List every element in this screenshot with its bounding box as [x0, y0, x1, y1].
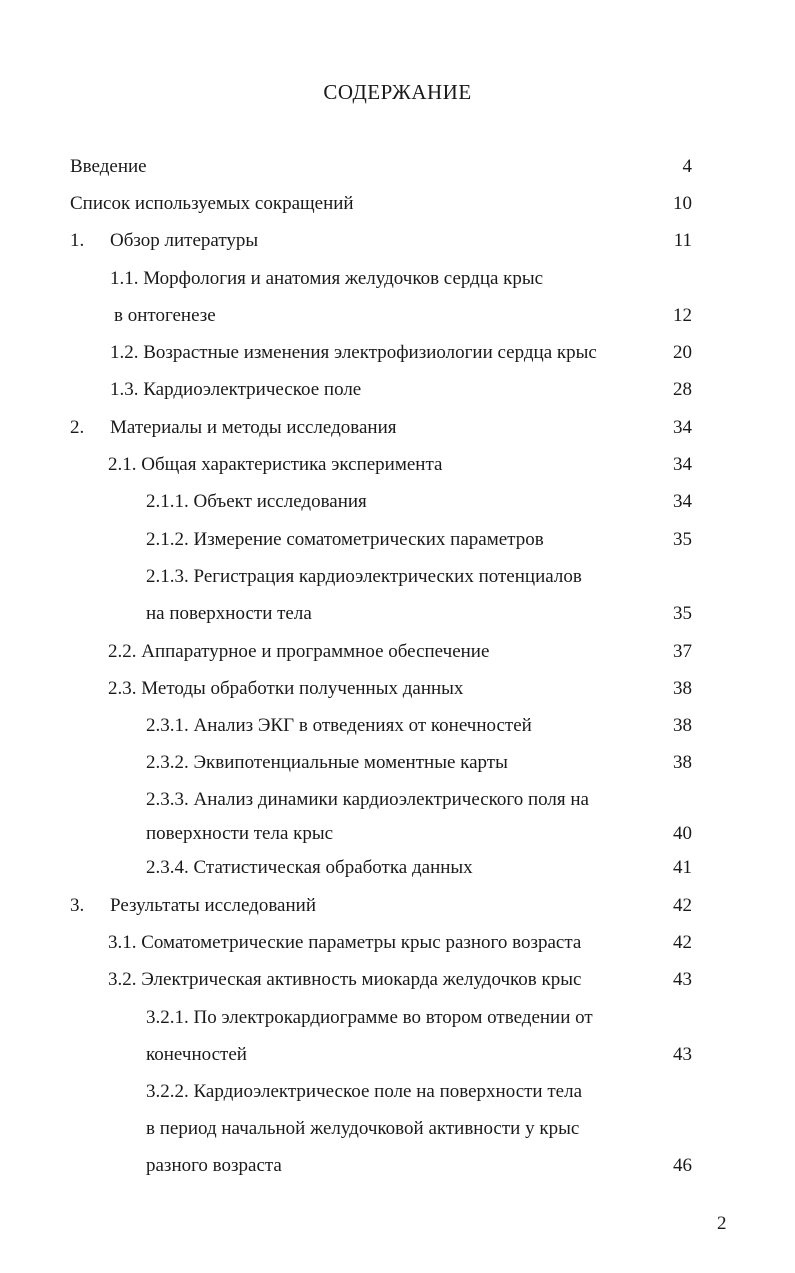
toc-page-2-3-1: 38 — [673, 715, 692, 736]
toc-page-abbreviations: 10 — [673, 193, 692, 214]
toc-entry-abbreviations: Список используемых сокращений — [70, 193, 354, 214]
toc-page-1-2: 20 — [673, 342, 692, 363]
toc-entry-1-1-cont: в онтогенезе — [114, 305, 216, 326]
toc-entry-2-2: 2.2. Аппаратурное и программное обеспечение — [108, 641, 490, 662]
toc-page-2-1-1: 34 — [673, 491, 692, 512]
toc-page-2-2: 37 — [673, 641, 692, 662]
toc-page-intro: 4 — [682, 156, 692, 177]
toc-page-2-1-3: 35 — [673, 603, 692, 624]
toc-page-3-2-1: 43 — [673, 1044, 692, 1065]
toc-entry-2-3-3-cont: поверхности тела крыс — [146, 823, 334, 844]
toc-entry-2-1-3: 2.1.3. Регистрация кардиоэлектрических потенциалов — [146, 566, 582, 587]
toc-page-2-1: 34 — [673, 454, 692, 475]
toc-entry-3-1: 3.1. Соматометрические параметры крыс разного возраста — [108, 932, 582, 953]
toc-entry-2-3-1: 2.3.1. Анализ ЭКГ в отведениях от конечностей — [146, 715, 532, 736]
toc-page-2-1-2: 35 — [673, 529, 692, 550]
toc-page-3-2: 43 — [673, 969, 692, 990]
toc-entry-1-1: 1.1. Морфология и анатомия желудочков сердца крыс — [110, 268, 544, 289]
toc-chapter-number: 1. — [70, 230, 85, 251]
toc-page-3-2-2: 46 — [673, 1155, 692, 1176]
toc-entry-2-1-1: 2.1.1. Объект исследования — [146, 491, 367, 512]
toc-entry-2-3: 2.3. Методы обработки полученных данных — [108, 678, 464, 699]
page-number: 2 — [717, 1213, 727, 1234]
toc-entry-chapter-3: Результаты исследований — [110, 895, 316, 916]
toc-page-3-1: 42 — [673, 932, 692, 953]
toc-chapter-number: 2. — [70, 417, 85, 438]
toc-entry-3-2-1-cont: конечностей — [146, 1044, 247, 1065]
toc-page-chapter-1: 11 — [673, 230, 692, 251]
toc-entry-3-2-1: 3.2.1. По электрокардиограмме во втором отведении от — [146, 1007, 593, 1028]
toc-page-1-1: 12 — [673, 305, 692, 326]
toc-page-2-3-4: 41 — [673, 857, 692, 878]
toc-entry-2-3-3: 2.3.3. Анализ динамики кардиоэлектрического поля на — [146, 789, 589, 810]
toc-entry-3-2: 3.2. Электрическая активность миокарда желудочков крыс — [108, 969, 582, 990]
toc-page-chapter-2: 34 — [673, 417, 692, 438]
toc-entry-3-2-2: 3.2.2. Кардиоэлектрическое поле на поверхности тела — [146, 1081, 582, 1102]
toc-entry-2-3-2: 2.3.2. Эквипотенциальные моментные карты — [146, 752, 508, 773]
toc-page-2-3-3: 40 — [673, 823, 692, 844]
toc-entry-2-1: 2.1. Общая характеристика эксперимента — [108, 454, 443, 475]
toc-entry-1-2: 1.2. Возрастные изменения электрофизиологии сердца крыс — [110, 342, 597, 363]
toc-entry-2-1-3-cont: на поверхности тела — [146, 603, 312, 624]
toc-page-2-3: 38 — [673, 678, 692, 699]
toc-chapter-number: 3. — [70, 895, 85, 916]
toc-page-chapter-3: 42 — [673, 895, 692, 916]
toc-entry-3-2-2-cont: в период начальной желудочковой активности у крыс — [146, 1118, 580, 1139]
toc-entry-2-3-4: 2.3.4. Статистическая обработка данных — [146, 857, 473, 878]
toc-entry-2-1-2: 2.1.2. Измерение соматометрических параметров — [146, 529, 544, 550]
page-title: СОДЕРЖАНИЕ — [323, 80, 472, 104]
toc-page-2-3-2: 38 — [673, 752, 692, 773]
toc-entry-chapter-1: Обзор литературы — [110, 230, 259, 251]
toc-entry-chapter-2: Материалы и методы исследования — [110, 417, 397, 438]
toc-page-1-3: 28 — [673, 379, 692, 400]
toc-entry-intro: Введение — [70, 156, 147, 177]
toc-entry-1-3: 1.3. Кардиоэлектрическое поле — [110, 379, 362, 400]
toc-entry-3-2-2-cont2: разного возраста — [146, 1155, 282, 1176]
